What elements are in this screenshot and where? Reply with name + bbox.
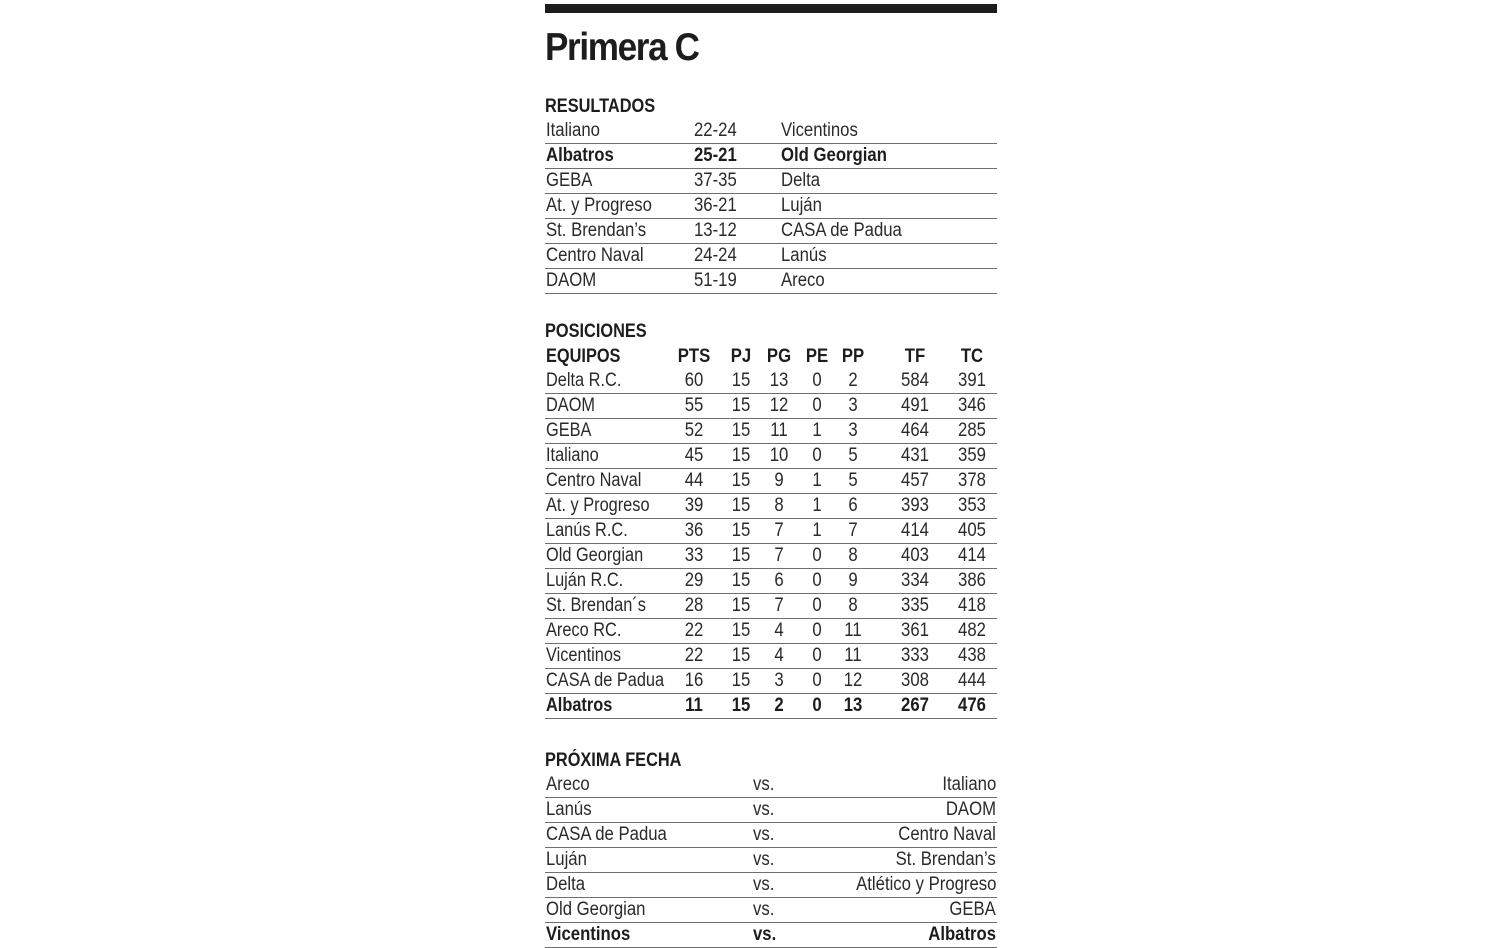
standings-tc: 438 — [958, 645, 986, 666]
standings-row — [545, 544, 997, 569]
standings-pp: 5 — [848, 470, 858, 491]
fixture-row — [545, 848, 997, 873]
standings-tc: 476 — [958, 695, 986, 716]
result-away-team: Old Georgian — [781, 145, 887, 166]
fixture-home-team: CASA de Padua — [546, 824, 667, 845]
standings-pe: 0 — [812, 370, 822, 391]
standings-pp: 8 — [848, 595, 858, 616]
standings-pe: 1 — [812, 420, 822, 441]
standings-pe: 1 — [812, 495, 822, 516]
result-home-team: Albatros — [546, 145, 614, 166]
standings-tf: 431 — [901, 445, 929, 466]
standings-pts: 45 — [684, 445, 704, 466]
standings-team: Albatros — [546, 695, 613, 716]
standings-pp: 12 — [843, 670, 863, 691]
standings-team: Luján R.C. — [546, 570, 624, 591]
standings-pp: 9 — [848, 570, 858, 591]
standings-pg: 7 — [774, 545, 784, 566]
standings-pg: 7 — [774, 595, 784, 616]
fixture-row — [545, 923, 997, 948]
standings-header-row — [545, 344, 997, 369]
result-score: 22-24 — [694, 120, 737, 141]
fixture-vs: vs. — [753, 849, 775, 870]
standings-team: Old Georgian — [546, 545, 644, 566]
fixture-vs: vs. — [753, 924, 777, 945]
result-score: 13-12 — [694, 220, 737, 241]
standings-pe: 0 — [812, 545, 822, 566]
standings-pg: 6 — [774, 570, 784, 591]
standings-row — [545, 619, 997, 644]
standings-row — [545, 419, 997, 444]
standings-tf: 414 — [901, 520, 929, 541]
results-table — [545, 119, 997, 294]
standings-pg: 9 — [774, 470, 784, 491]
standings-tf: 308 — [901, 670, 929, 691]
standings-pp: 8 — [848, 545, 858, 566]
result-row — [545, 119, 997, 144]
standings-row — [545, 369, 997, 394]
standings-team: GEBA — [546, 420, 592, 441]
standings-tf: 393 — [901, 495, 929, 516]
result-home-team: DAOM — [546, 270, 597, 291]
standings-pg: 7 — [774, 520, 784, 541]
standings-pp: 13 — [843, 695, 863, 716]
standings-pe: 0 — [812, 395, 822, 416]
standings-tc: 386 — [958, 570, 986, 591]
standings-team: CASA de Padua — [546, 670, 665, 691]
standings-pts: 28 — [684, 595, 704, 616]
fixture-vs: vs. — [753, 874, 775, 895]
standings-tf: 464 — [901, 420, 929, 441]
standings-pe: 0 — [812, 595, 822, 616]
result-row — [545, 219, 997, 244]
standings-pg: 11 — [770, 420, 788, 441]
fixture-away-team: St. Brendan’s — [895, 849, 996, 870]
standings-pj: 15 — [731, 520, 751, 541]
standings-table — [545, 369, 997, 719]
fixture-row — [545, 898, 997, 923]
result-home-team: At. y Progreso — [546, 195, 652, 216]
fixture-home-team: Old Georgian — [546, 899, 646, 920]
standings-row — [545, 469, 997, 494]
standings-pj: 15 — [731, 420, 751, 441]
result-away-team: Vicentinos — [781, 120, 858, 141]
standings-row — [545, 644, 997, 669]
standings-pts: 52 — [684, 420, 704, 441]
col-header-pe: PE — [805, 346, 829, 367]
standings-pts: 44 — [684, 470, 704, 491]
result-home-team: St. Brendan’s — [546, 220, 647, 241]
standings-pg: 8 — [774, 495, 784, 516]
page-title: Primera C — [545, 26, 699, 69]
standings-pg: 10 — [769, 445, 789, 466]
col-header-pg: PG — [766, 346, 792, 367]
result-score: 51-19 — [694, 270, 737, 291]
standings-tc: 414 — [958, 545, 986, 566]
standings-pj: 15 — [731, 620, 751, 641]
standings-pg: 4 — [774, 645, 784, 666]
standings-row — [545, 494, 997, 519]
standings-pp: 11 — [844, 620, 862, 641]
result-score: 36-21 — [694, 195, 737, 216]
top-rule — [545, 4, 997, 13]
standings-pg: 13 — [769, 370, 789, 391]
standings-pe: 0 — [812, 695, 822, 716]
fixture-row — [545, 823, 997, 848]
result-away-team: CASA de Padua — [781, 220, 902, 241]
result-home-team: Centro Naval — [546, 245, 644, 266]
standings-tf: 335 — [901, 595, 929, 616]
col-header-equipos: EQUIPOS — [546, 346, 621, 367]
standings-pp: 3 — [848, 420, 858, 441]
result-score: 24-24 — [694, 245, 737, 266]
standings-tf: 361 — [901, 620, 929, 641]
standings-sheet — [545, 4, 997, 948]
standings-tc: 418 — [958, 595, 986, 616]
standings-pg: 4 — [774, 620, 784, 641]
standings-tf: 334 — [901, 570, 929, 591]
standings-pts: 29 — [684, 570, 704, 591]
fixture-away-team: Atlético y Progreso — [855, 874, 996, 895]
col-header-tc: TC — [960, 346, 984, 367]
standings-team: Lanús R.C. — [546, 520, 628, 541]
fixture-row — [545, 798, 997, 823]
standings-pts: 22 — [684, 620, 704, 641]
col-header-tf: TF — [904, 346, 926, 367]
standings-pj: 15 — [731, 470, 751, 491]
standings-pp: 11 — [844, 645, 862, 666]
standings-tf: 491 — [901, 395, 929, 416]
fixture-away-team: Italiano — [942, 774, 996, 795]
standings-pts: 39 — [684, 495, 704, 516]
standings-pg: 3 — [774, 670, 784, 691]
standings-row — [545, 569, 997, 594]
standings-pp: 6 — [848, 495, 858, 516]
standings-tf: 584 — [901, 370, 929, 391]
results-heading: RESULTADOS — [545, 96, 656, 117]
standings-row — [545, 394, 997, 419]
result-score: 37-35 — [694, 170, 737, 191]
standings-pts: 11 — [685, 695, 703, 716]
standings-heading: POSICIONES — [545, 321, 647, 342]
next-fixture-table — [545, 773, 997, 948]
standings-tf: 333 — [901, 645, 929, 666]
standings-pj: 15 — [731, 445, 751, 466]
next-fixture-heading: PRÓXIMA FECHA — [545, 750, 682, 771]
fixture-vs: vs. — [753, 824, 775, 845]
standings-tf: 457 — [901, 470, 929, 491]
standings-pts: 33 — [684, 545, 704, 566]
standings-team: Areco RC. — [546, 620, 622, 641]
standings-pj: 15 — [731, 495, 751, 516]
fixture-home-team: Delta — [546, 874, 586, 895]
standings-pj: 15 — [731, 595, 751, 616]
fixture-home-team: Areco — [546, 774, 590, 795]
col-header-pts: PTS — [677, 346, 711, 367]
standings-pj: 15 — [731, 670, 751, 691]
fixture-away-team: Albatros — [928, 924, 996, 945]
standings-tc: 359 — [958, 445, 986, 466]
standings-tc: 444 — [958, 670, 986, 691]
standings-row — [545, 444, 997, 469]
result-row — [545, 269, 997, 294]
standings-tc: 346 — [958, 395, 986, 416]
fixture-home-team: Vicentinos — [546, 924, 631, 945]
standings-pg: 12 — [769, 395, 789, 416]
standings-pp: 2 — [848, 370, 858, 391]
fixture-vs: vs. — [753, 899, 775, 920]
standings-pj: 15 — [731, 570, 751, 591]
standings-pp: 7 — [848, 520, 858, 541]
fixture-vs: vs. — [753, 774, 775, 795]
result-away-team: Areco — [781, 270, 825, 291]
standings-pp: 3 — [848, 395, 858, 416]
result-score: 25-21 — [694, 145, 737, 166]
fixture-away-team: Centro Naval — [898, 824, 996, 845]
standings-tc: 482 — [958, 620, 986, 641]
result-away-team: Delta — [781, 170, 821, 191]
standings-team: Vicentinos — [546, 645, 622, 666]
standings-pe: 0 — [812, 670, 822, 691]
fixture-home-team: Luján — [546, 849, 587, 870]
standings-pe: 0 — [812, 570, 822, 591]
result-row — [545, 244, 997, 269]
standings-row — [545, 519, 997, 544]
fixture-home-team: Lanús — [546, 799, 592, 820]
standings-tf: 267 — [901, 695, 929, 716]
standings-tc: 353 — [958, 495, 986, 516]
standings-team: At. y Progreso — [546, 495, 650, 516]
standings-row — [545, 594, 997, 619]
result-home-team: Italiano — [546, 120, 600, 141]
standings-tc: 285 — [958, 420, 986, 441]
result-row — [545, 144, 997, 169]
fixture-away-team: GEBA — [949, 899, 996, 920]
standings-pe: 0 — [812, 620, 822, 641]
standings-pts: 16 — [684, 670, 704, 691]
result-away-team: Luján — [781, 195, 822, 216]
standings-pj: 15 — [731, 545, 751, 566]
fixture-vs: vs. — [753, 799, 775, 820]
standings-tc: 405 — [958, 520, 986, 541]
standings-pts: 22 — [684, 645, 704, 666]
standings-team: DAOM — [546, 395, 596, 416]
standings-row — [545, 669, 997, 694]
standings-pe: 0 — [812, 445, 822, 466]
fixture-away-team: DAOM — [945, 799, 996, 820]
standings-team: Delta R.C. — [546, 370, 622, 391]
standings-row — [545, 694, 997, 719]
result-away-team: Lanús — [781, 245, 827, 266]
standings-tc: 378 — [958, 470, 986, 491]
standings-pts: 60 — [684, 370, 704, 391]
fixture-row — [545, 873, 997, 898]
standings-pe: 0 — [812, 645, 822, 666]
col-header-pj: PJ — [730, 346, 752, 367]
result-row — [545, 194, 997, 219]
standings-pj: 15 — [731, 695, 751, 716]
result-home-team: GEBA — [546, 170, 593, 191]
result-row — [545, 169, 997, 194]
standings-tf: 403 — [901, 545, 929, 566]
standings-team: Italiano — [546, 445, 599, 466]
standings-team: Centro Naval — [546, 470, 642, 491]
fixture-row — [545, 773, 997, 798]
standings-pts: 55 — [684, 395, 704, 416]
standings-pts: 36 — [684, 520, 704, 541]
col-header-pp: PP — [841, 346, 865, 367]
standings-pg: 2 — [774, 695, 784, 716]
standings-tc: 391 — [958, 370, 986, 391]
standings-team: St. Brendan´s — [546, 595, 646, 616]
standings-pj: 15 — [731, 395, 751, 416]
standings-pe: 1 — [812, 520, 822, 541]
standings-pj: 15 — [731, 645, 751, 666]
standings-pj: 15 — [731, 370, 751, 391]
standings-pe: 1 — [812, 470, 822, 491]
standings-pp: 5 — [848, 445, 858, 466]
